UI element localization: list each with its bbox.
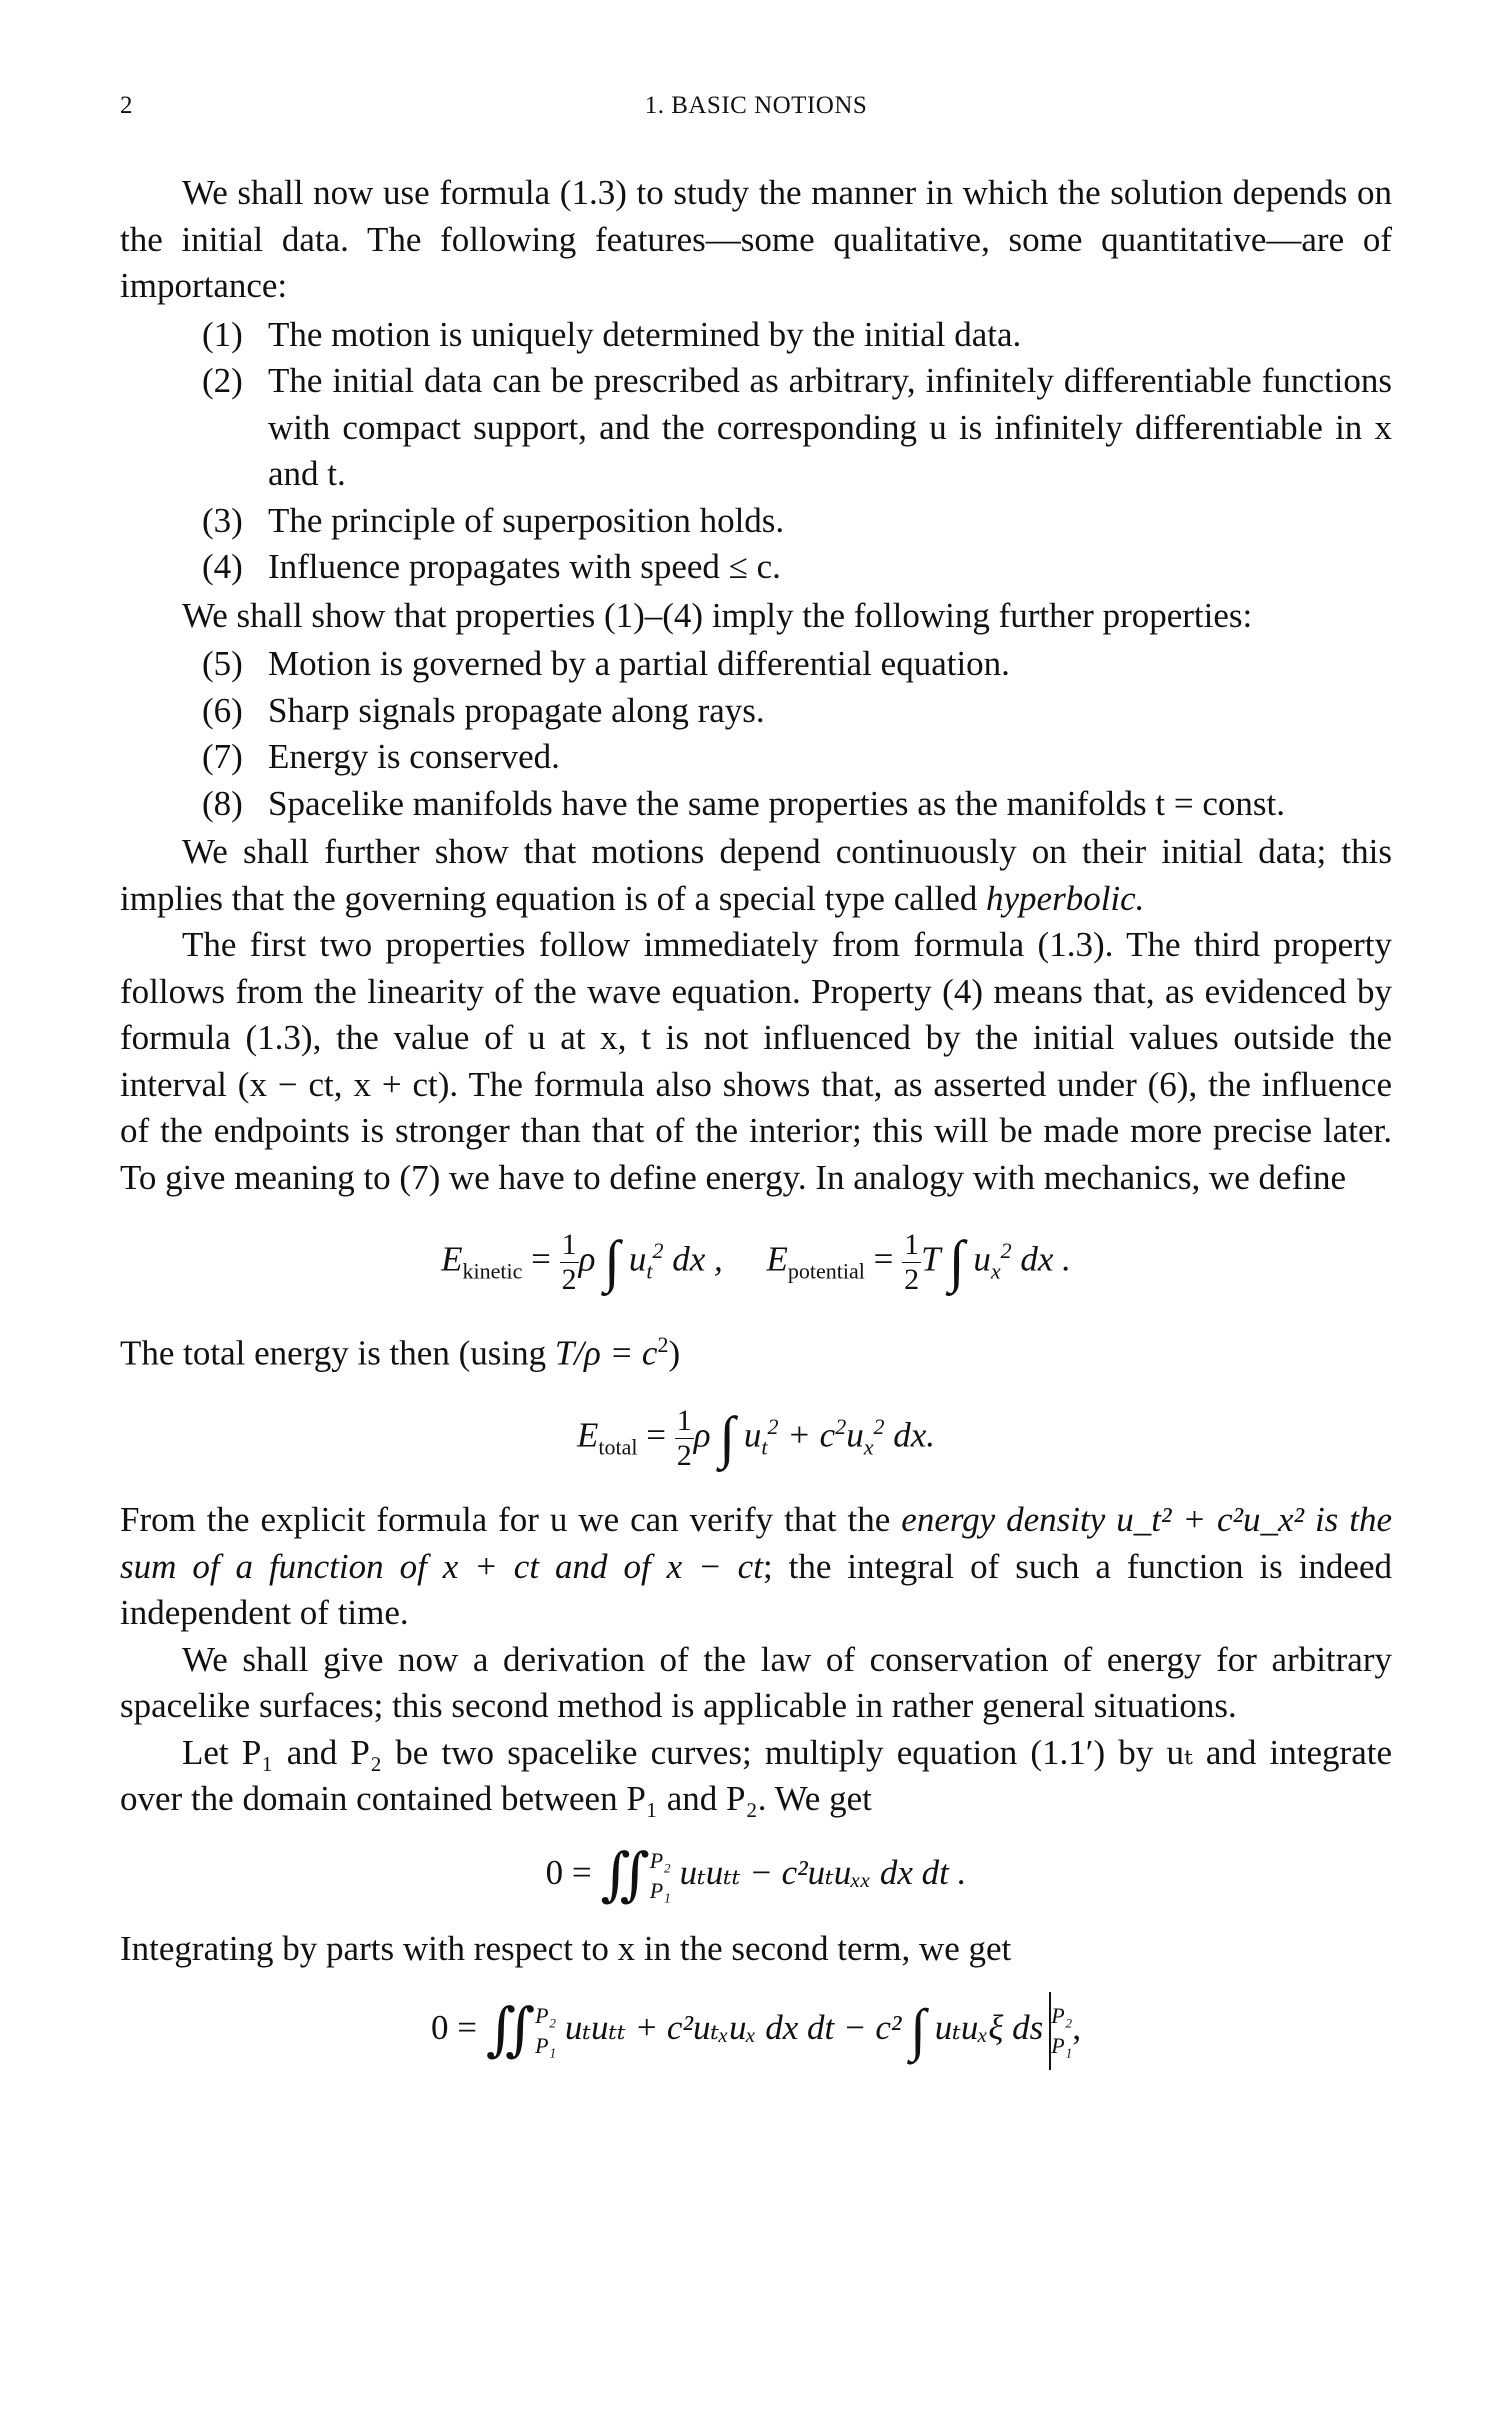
list-item-text: The principle of superposition holds. [268,500,785,540]
list-item-number: (2) [202,361,243,400]
upper-limit: P₂ [1051,2003,1073,2029]
list-item [120,544,1392,591]
paragraph-total-energy [120,1322,1392,1377]
eq-dx-total: dx. [893,1415,936,1455]
page-header [120,92,1392,132]
property-list-1 [120,312,1392,591]
lower-limit: P₁ [1051,2033,1073,2059]
fraction-one-half [902,1228,921,1297]
eq-boundary-term: uₜuₓξ ds [934,2008,1044,2048]
lower-limit: P₁ [535,2033,557,2059]
list-item-number: (4) [202,547,243,586]
list-item [120,312,1392,359]
integral-sign: ∫ [948,1228,965,1294]
lower-limit: P₁ [649,1877,671,1903]
list-item [120,734,1392,781]
list-item-text: Motion is governed by a partial differential equation. [268,644,1010,683]
eq-T: T [921,1239,940,1279]
paragraph-parts: Integrating by parts with respect to x in the second term, we get [120,1928,1012,1968]
eq-equals: = [531,1239,551,1279]
eq-comma: , [1072,2008,1082,2048]
paragraph-let: Let P₁ and P₂ be two spacelike curves; multiply equation (1.1′) by uₜ and integrate over the domain contained between P₁ and P₂. We get [120,1732,1392,1819]
eq-rho: ρ [578,1239,596,1279]
fraction-numerator: 1 [676,1403,692,1437]
fraction-denominator: 2 [561,1263,577,1297]
equation-energy-definitions [120,1221,1392,1302]
fraction-one-half [560,1228,579,1297]
paragraph-derivation: We shall give now a derivation of the law of conservation of energy for arbitrary spacelike surfaces; this second method is applicable in rather general situations. [120,1639,1392,1726]
list-item-number: (6) [202,690,243,730]
upper-limit: P₂ [649,1847,671,1873]
eq-integrand: uₜuₜₜ − c²uₜuₓₓ dx dt . [679,1852,967,1892]
eq-sup-2: 2 [1000,1238,1012,1263]
page-number: 2 [120,92,133,119]
eq-sub-x: x [990,1258,1001,1284]
double-integral-sign: ∬ [485,1997,536,2063]
equation-double-integral-2 [120,1992,1392,2070]
list-item-number: (7) [202,737,243,776]
term-hyperbolic: hyperbolic. [986,878,1145,918]
eq-sup-2: 2 [767,1413,779,1439]
explicit-tail: ; the integral of such a function is indeed independent of time. [120,1546,1392,1633]
eq-sup-2: 2 [652,1238,664,1263]
eq-u: u [846,1415,864,1455]
list-item [120,358,1392,498]
eq-E-potential: E [766,1239,788,1279]
list-item-text: Sharp signals propagate along rays. [268,690,765,730]
integral-sign: ∫ [604,1228,621,1294]
list-item-text: The motion is uniquely determined by the initial data. [268,314,1022,354]
fraction-numerator: 1 [904,1228,920,1262]
paragraph-further [120,829,1392,922]
total-energy-sup: 2 [657,1331,669,1357]
list-item-number: (3) [202,500,243,540]
eq-sub-x: x [863,1434,874,1460]
page-body [120,170,1392,2090]
paragraph-explicit-formula [120,1497,1392,1637]
fraction-denominator: 2 [676,1438,692,1472]
double-integral-sign: ∬ [600,1841,650,1907]
equation-double-integral-1 [120,1843,1392,1906]
paragraph-intro: We shall now use formula (1.3) to study the manner in which the solution depends on the initial data. The following features—some qualitative, some quantitative—are of importance: [120,173,1392,305]
paragraph-further-text: We shall further show that motions depend continuously on their initial data; this implies that the governing equation is of a special type called [120,832,1392,918]
list-item [120,641,1392,688]
integral-limits [650,1846,671,1906]
explicit-lead: From the explicit formula for u we can verify that the [120,1500,891,1540]
fraction-denominator: 2 [904,1263,920,1297]
total-energy-math: T/ρ = c [554,1333,658,1373]
eq-sup-2: 2 [835,1413,847,1439]
eq-u: u [973,1239,991,1279]
integral-limits [535,2001,556,2061]
property-list-2 [120,641,1392,827]
eq-sub-total: total [598,1434,638,1460]
fraction-one-half [675,1404,694,1473]
eq-zero-equals: 0 = [430,2008,477,2048]
eq-sub-t: t [761,1434,768,1460]
list-item-number: (1) [202,314,243,354]
explicit-emphasis: energy density u_t² + c²u_x² is the sum of a function of x + ct and of x − ct [120,1500,1393,1586]
total-energy-lead: The total energy is then (using [120,1333,547,1373]
eq-plus-c: + c [787,1415,836,1455]
eq-E-kinetic: E [441,1239,463,1279]
eq-u: u [743,1415,762,1455]
integral-sign: ∫ [719,1404,736,1470]
list-item [120,688,1392,735]
eq-sup-2: 2 [873,1413,885,1439]
eq-equals: = [873,1239,894,1279]
eq-sub-t: t [646,1258,653,1284]
eq-u: u [628,1239,647,1279]
equation-total-energy [120,1397,1392,1478]
list-item-text: Energy is conserved. [268,737,560,776]
total-energy-end: ) [668,1333,681,1373]
integral-sign: ∫ [910,1997,927,2063]
eq-sub-potential: potential [787,1258,865,1284]
paragraph-first-two: The first two properties follow immediately from formula (1.3). The third property follows from the linearity of the wave equation. Property (4) means that, as evidenced by formula (1.3), the value of u at x, t is not influenced by the initial values outside the interval (x − ct, x + ct). The formula also shows that, as asserted under (6), the influence of the endpoints is stronger than that of the interior; this will be made more precise later. To give meaning to (7) we have to define energy. In analogy with mechanics, we define [120,925,1392,1197]
list-item-text: Influence propagates with speed ≤ c. [268,547,781,586]
running-head: 1. BASIC NOTIONS [644,92,868,119]
eq-dx-kinetic: dx , [672,1239,723,1279]
eq-dx-potential: dx . [1020,1239,1071,1279]
eq-integrand: uₜuₜₜ + c²uₜₓuₓ dx dt − c² [564,2008,902,2048]
list-item-text: The initial data can be prescribed as arbitrary, infinitely differentiable functions with compact support, and the corresponding u is infinitely differentiable in x and t. [268,361,1392,493]
list-item-text: Spacelike manifolds have the same properties as the manifolds t = const. [268,783,1285,823]
eq-equals: = [646,1415,666,1455]
list-item [120,781,1392,828]
list-item-number: (5) [202,644,243,683]
paragraph-show: We shall show that properties (1)–(4) imply the following further properties: [182,595,1253,635]
fraction-numerator: 1 [561,1228,577,1262]
evaluation-limits [1051,2001,1072,2061]
list-item-number: (8) [202,783,243,823]
eq-rho: ρ [693,1415,711,1455]
eq-zero-equals: 0 = [545,1852,592,1892]
eq-E-total: E [576,1415,599,1455]
list-item [120,498,1392,545]
eq-sub-kinetic: kinetic [462,1258,523,1284]
upper-limit: P₂ [535,2003,557,2029]
